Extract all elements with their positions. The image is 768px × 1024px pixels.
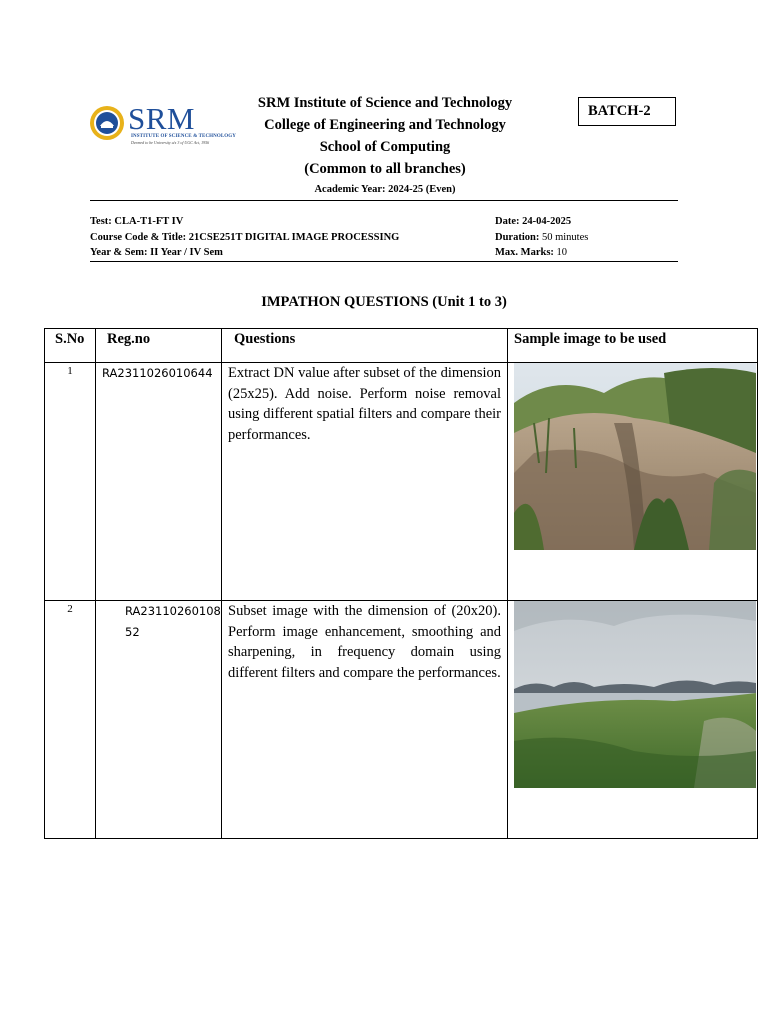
srm-emblem-icon	[88, 104, 126, 142]
table-header-row	[45, 329, 758, 363]
logo-tagline: Deemed to be University u/s 3 of UGC Act, 1956	[131, 140, 210, 145]
max-marks-line: Max. Marks: 10	[495, 247, 568, 258]
logo-wordmark: SRM	[128, 101, 195, 136]
header-regno: Reg.no	[96, 329, 222, 363]
row-image-cell	[508, 601, 758, 839]
row-sno: 1	[45, 363, 96, 601]
row-regno: RA2311026010644	[96, 363, 222, 601]
page-title: IMPATHON QUESTIONS (Unit 1 to 3)	[261, 294, 507, 310]
institution-name: SRM Institute of Science and Technology	[257, 95, 513, 111]
test-line: Test: CLA-T1-FT IV	[90, 216, 184, 227]
logo-subtitle: INSTITUTE OF SCIENCE & TECHNOLOGY	[131, 134, 236, 139]
header-sno: S.No	[45, 329, 96, 363]
test-info-left	[90, 214, 399, 261]
test-info-right	[495, 214, 588, 261]
table-row	[45, 363, 758, 601]
row-question: Subset image with the dimension of (20x20). Perform image enhancement, smoothing and sharpening, in frequency domain using different filters and compare the performances.	[222, 601, 508, 839]
header-questions: Questions	[222, 329, 508, 363]
row-sno: 2	[45, 601, 96, 839]
batch-box: BATCH-2	[578, 97, 676, 126]
date-line: Date: 24-04-2025	[495, 216, 572, 227]
header-sample-image: Sample image to be used	[508, 329, 758, 363]
college-name: College of Engineering and Technology	[264, 117, 506, 133]
srm-logo	[88, 101, 236, 148]
row-image-cell	[508, 363, 758, 601]
row-question: Extract DN value after subset of the dimension (25x25). Add noise. Perform noise removal using different spatial filters and compare their performances.	[222, 363, 508, 601]
institution-heading	[230, 92, 540, 197]
branches-note: (Common to all branches)	[304, 161, 466, 177]
row-regno: RA2311026010852	[96, 601, 222, 839]
meta-divider	[90, 261, 678, 262]
questions-table	[44, 328, 758, 839]
lake-shore-photo	[514, 601, 756, 788]
header-divider	[90, 200, 678, 201]
course-line: Course Code & Title: 21CSE251T DIGITAL IMAGE PROCESSING	[90, 231, 400, 243]
school-name: School of Computing	[319, 139, 451, 155]
eroded-embankment-photo	[514, 363, 756, 550]
table-row	[45, 601, 758, 839]
year-sem-line: Year & Sem: II Year / IV Sem	[90, 247, 223, 258]
duration-line: Duration: 50 minutes	[495, 231, 589, 243]
academic-year: Academic Year: 2024-25 (Even)	[314, 184, 456, 195]
